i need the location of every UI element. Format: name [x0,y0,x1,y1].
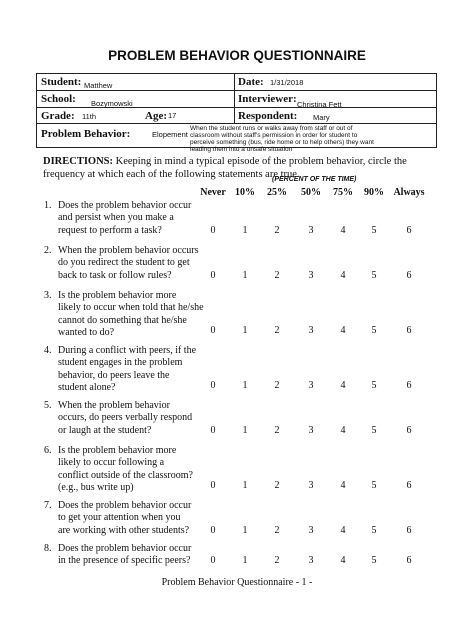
respondent-value: Mary [313,113,330,122]
frequency-option[interactable]: 4 [340,270,346,281]
percent-caption: (PERCENT OF THE TIME) [272,176,357,183]
frequency-option[interactable]: 3 [308,380,314,391]
frequency-option[interactable]: 6 [406,225,412,236]
frequency-option[interactable]: 4 [340,225,346,236]
scale-header: 75% [333,187,353,198]
question-number: 2. [44,245,52,256]
age-label: Age: [145,110,167,122]
frequency-option[interactable]: 5 [371,225,377,236]
question-line: conflict outside of the classroom? [58,469,193,481]
question-text [58,345,208,394]
school-label: School: [41,93,76,105]
question-line: do you redirect the student to get [58,257,190,269]
frequency-option[interactable]: 3 [308,325,314,336]
scale-header: 25% [267,187,287,198]
frequency-option[interactable]: 3 [308,270,314,281]
frequency-option[interactable]: 1 [242,425,248,436]
frequency-option[interactable]: 6 [406,425,412,436]
question-text [58,400,208,437]
question-line: occurs, do peers verbally respond [58,412,193,424]
frequency-option[interactable]: 2 [274,270,280,281]
frequency-option[interactable]: 2 [274,225,280,236]
question-line: behavior, do peers leave the [58,369,170,381]
frequency-option[interactable]: 6 [406,555,412,566]
question-line: request to perform a task? [58,224,162,236]
frequency-option[interactable]: 2 [274,380,280,391]
directions [43,155,443,181]
question-line: student engages in the problem [58,357,183,369]
respondent-label: Respondent: [238,110,298,122]
frequency-option[interactable]: 0 [210,225,216,236]
problem-behavior-label: Problem Behavior: [41,128,131,140]
date-value: 1/31/2018 [270,78,304,87]
frequency-option[interactable]: 4 [340,480,346,491]
question-line: Is the problem behavior more [58,290,177,301]
question-line: Is the problem behavior more [58,445,177,456]
problem-behavior-value: Elopement [152,130,188,139]
problem-behavior-description: When the student runs or walks away from staff or out of classroom without staff's permission in order for student to perceive something (bus, ride home or to help others) they want leading them into a unsafe situation [190,125,374,153]
scale-header: 50% [301,187,321,198]
scale-header: 10% [235,187,255,198]
question-line: cannot do something that he/she [58,314,187,326]
question-line: likely to occur when told that he/she [58,302,204,314]
frequency-option[interactable]: 3 [308,525,314,536]
student-label: Student: [41,76,82,88]
frequency-option[interactable]: 4 [340,555,346,566]
question-text [58,245,208,282]
frequency-option[interactable]: 0 [210,555,216,566]
scale-header: 90% [364,187,384,198]
frequency-option[interactable]: 6 [406,270,412,281]
frequency-option[interactable]: 4 [340,325,346,336]
grade-label: Grade: [41,110,75,122]
frequency-option[interactable]: 2 [274,480,280,491]
interviewer-label: Interviewer: [238,93,297,105]
scale-header: Always [393,187,425,198]
question-line: back to task or follow rules? [58,269,172,281]
question-line: Does the problem behavior occur [58,543,192,554]
question-number: 3. [44,290,52,301]
frequency-option[interactable]: 1 [242,480,248,491]
frequency-option[interactable]: 6 [406,525,412,536]
frequency-option[interactable]: 0 [210,480,216,491]
frequency-option[interactable]: 2 [274,425,280,436]
question-line: are working with other students? [58,524,190,536]
frequency-option[interactable]: 2 [274,325,280,336]
question-line: (e.g., bus write up) [58,481,134,493]
frequency-option[interactable]: 4 [340,425,346,436]
question-line: wanted to do? [58,326,115,338]
question-line: to get your attention when you [58,512,181,524]
frequency-option[interactable]: 3 [308,480,314,491]
frequency-option[interactable]: 1 [242,225,248,236]
question-line: Does the problem behavior occur [58,500,192,511]
frequency-option[interactable]: 0 [210,325,216,336]
frequency-option[interactable]: 6 [406,325,412,336]
question-line: Does the problem behavior occur [58,200,192,211]
frequency-option[interactable]: 1 [242,525,248,536]
frequency-option[interactable]: 3 [308,225,314,236]
interviewer-value: Christina Fett [297,100,342,109]
question-number: 4. [44,345,52,356]
date-label: Date: [238,76,264,88]
directions-label: DIRECTIONS: [43,156,114,167]
grade-value: 11th [82,112,97,121]
question-line: During a conflict with peers, if the [58,345,197,356]
page-footer: Problem Behavior Questionnaire - 1 - [161,577,313,588]
question-text [58,500,208,537]
frequency-option[interactable]: 5 [371,325,377,336]
question-number: 8. [44,543,52,554]
frequency-option[interactable]: 3 [308,425,314,436]
question-text [58,543,208,568]
student-info-table [36,73,437,153]
frequency-option[interactable]: 0 [210,270,216,281]
frequency-option[interactable]: 0 [210,525,216,536]
frequency-option[interactable]: 5 [371,425,377,436]
frequency-option[interactable]: 1 [242,325,248,336]
question-line: When the problem behavior occurs [58,245,199,256]
question-number: 1. [44,200,52,211]
question-number: 5. [44,400,52,411]
frequency-option[interactable]: 3 [308,555,314,566]
frequency-option[interactable]: 2 [274,555,280,566]
frequency-option[interactable]: 5 [371,480,377,491]
frequency-option[interactable]: 5 [371,380,377,391]
question-text [58,290,208,339]
question-line: student alone? [58,381,116,393]
frequency-option[interactable]: 0 [210,425,216,436]
frequency-option[interactable]: 1 [242,555,248,566]
question-number: 7. [44,500,52,511]
question-line: When the problem behavior [58,400,170,411]
page-title: PROBLEM BEHAVIOR QUESTIONNAIRE [108,48,366,63]
school-value: Bozymowski [91,99,133,108]
scale-header: Never [200,187,226,198]
question-line: and persist when you make a [58,212,174,224]
student-value: Matthew [84,81,113,90]
question-line: in the presence of specific peers? [58,555,191,567]
frequency-option[interactable]: 5 [371,270,377,281]
question-line: likely to occur following a [58,457,165,469]
frequency-option[interactable]: 4 [340,525,346,536]
frequency-option[interactable]: 6 [406,480,412,491]
question-text [58,200,208,237]
frequency-option[interactable]: 0 [210,380,216,391]
frequency-option[interactable]: 1 [242,380,248,391]
question-number: 6. [44,445,52,456]
frequency-option[interactable]: 2 [274,525,280,536]
frequency-option[interactable]: 4 [340,380,346,391]
frequency-option[interactable]: 5 [371,525,377,536]
frequency-option[interactable]: 5 [371,555,377,566]
question-text [58,445,208,494]
directions-text: Keeping in mind a typical episode of the problem behavior, circle the frequency at which each of the following statements are true. [43,156,407,180]
frequency-option[interactable]: 6 [406,380,412,391]
question-line: or laugh at the student? [58,424,152,436]
age-value: 17 [168,111,177,120]
frequency-option[interactable]: 1 [242,270,248,281]
